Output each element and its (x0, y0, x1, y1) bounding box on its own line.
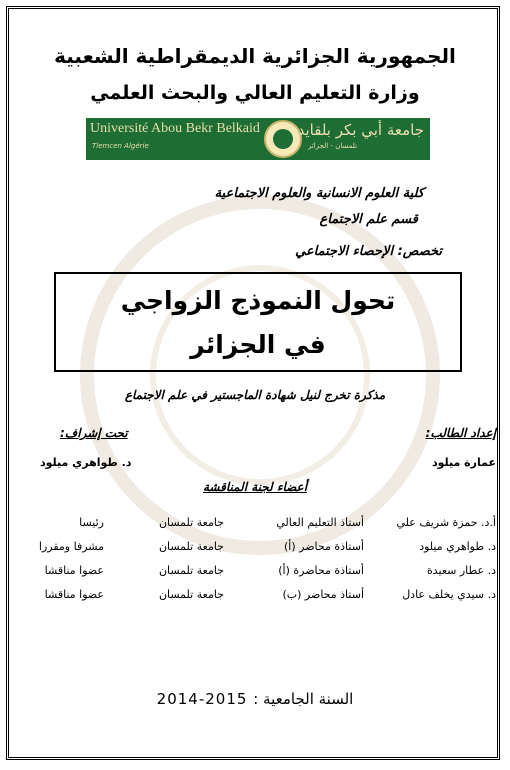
thesis-title-box (54, 272, 462, 372)
academic-year-label: السنة الجامعية : (253, 690, 354, 708)
university-location-french: Tlemcen Algérie (92, 142, 149, 150)
thesis-title-line1: تحول النموذج الزواجي (120, 286, 396, 315)
member-role: عضوا مناقشا (44, 588, 104, 601)
member-name: د. عطار سعيدة (426, 564, 496, 577)
university-location-arabic: تلمسان - الجزائر (308, 142, 358, 150)
member-rank: أستاذ التعليم العالي (276, 516, 364, 529)
member-role: رئيسا (79, 516, 104, 529)
academic-year (0, 690, 510, 708)
university-name-french: Université Abou Bekr Belkaid (90, 121, 260, 136)
committee-row (0, 564, 510, 584)
member-role: مشرفا ومقررا (38, 540, 104, 553)
memo-description: مذكرة تخرج لنيل شهادة الماجستير في علم الاجتماع (124, 388, 386, 402)
university-name-arabic: جامعة أبي بكر بلقايد (297, 121, 424, 139)
member-rank: أستاذ محاضر (ب) (282, 588, 364, 601)
academic-year-value: 2014-2015 (156, 690, 248, 708)
member-university: جامعة تلمسان (158, 516, 224, 529)
republic-heading: الجمهورية الجزائرية الديمقراطية الشعبية (54, 44, 456, 68)
member-role: عضوا مناقشا (44, 564, 104, 577)
committee-row (0, 516, 510, 536)
student-label: إعداد الطالب: (425, 426, 496, 440)
thesis-title-line2: في الجزائر (190, 330, 326, 359)
member-name: د. طواهري ميلود (419, 540, 496, 553)
member-university: جامعة تلمسان (158, 540, 224, 553)
member-university: جامعة تلمسان (158, 564, 224, 577)
member-rank: أستاذة محاضرة (أ) (278, 564, 364, 577)
supervisor-label: تحت إشراف: (60, 426, 128, 440)
ministry-heading: وزارة التعليم العالي والبحث العلمي (90, 82, 420, 104)
member-name: أ.د. حمزة شريف علي (396, 516, 496, 529)
committee-row (0, 540, 510, 560)
university-logo-icon (264, 120, 302, 158)
specialty-name: تخصص: الإحصاء الاجتماعي (295, 244, 442, 259)
supervisor-name: د. طواهري ميلود (40, 456, 132, 469)
member-university: جامعة تلمسان (158, 588, 224, 601)
university-banner (86, 118, 430, 160)
committee-row (0, 588, 510, 608)
department-name: قسم علم الاجتماع (319, 212, 418, 227)
student-name: عمارة ميلود (431, 456, 496, 469)
faculty-name: كلية العلوم الانسانية والعلوم الاجتماعية (214, 186, 424, 201)
member-rank: أستاذة محاضر (أ) (284, 540, 364, 553)
committee-title: أعضاء لجنة المناقشة (202, 480, 308, 494)
member-name: د. سيدي يخلف عادل (402, 588, 496, 601)
